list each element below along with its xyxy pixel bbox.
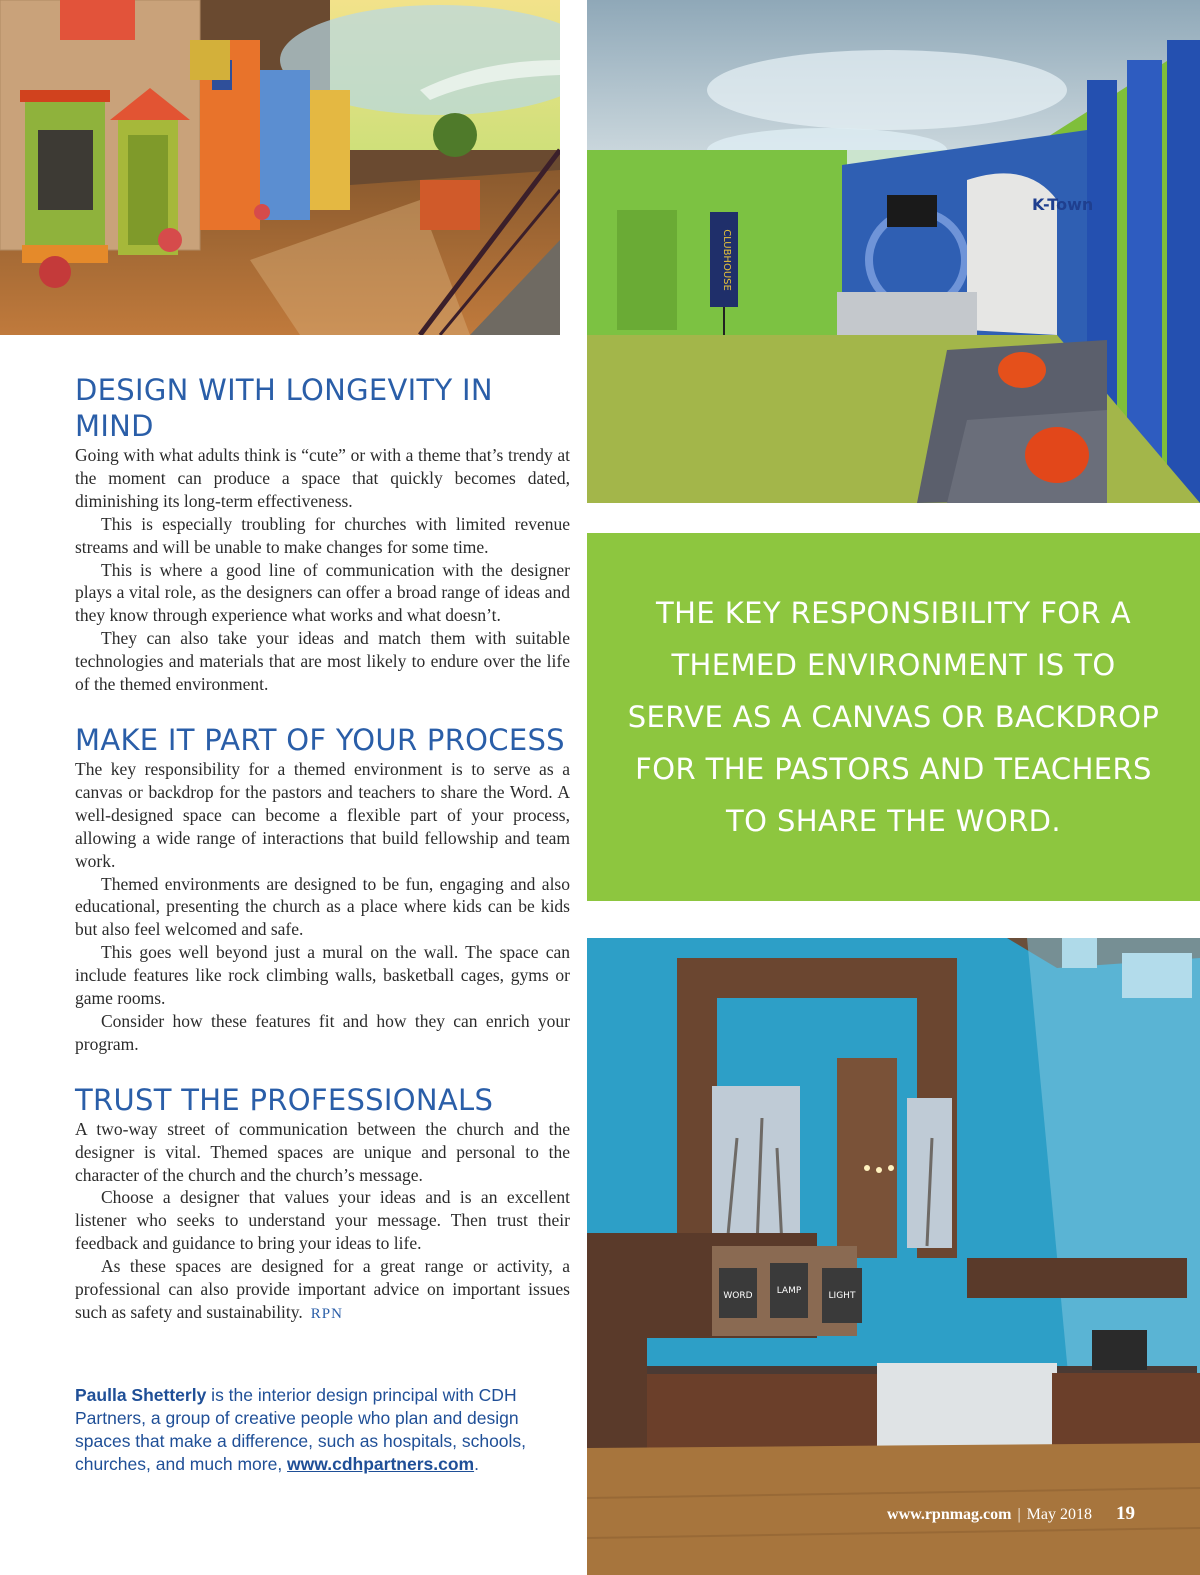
poster-word-text: WORD [723,1291,753,1301]
paragraph: This is especially troubling for churches with limited revenue streams and will be unable to make changes for some time. [75,513,570,557]
author-name: Paulla Shetterly [75,1385,207,1405]
paragraph: Consider how these features fit and how they can enrich your program. [75,1010,570,1054]
kids-town-street-photo [0,0,560,335]
paragraph: This goes well beyond just a mural on the wall. The space can include features like rock climbing walls, basketball cages, gyms or game rooms. [75,942,570,1009]
paragraph: The key responsibility for a themed environment is to serve as a canvas or backdrop for the pastors and teachers to share the Word. A well-designed space can become a flexible part of your process, allowing a wide range of interactions that build fellowship and team work. [75,758,570,871]
bio-end: . [474,1454,479,1474]
cdh-website-link[interactable]: www.cdhpartners.com [287,1454,475,1474]
section-heading: DESIGN WITH LONGEVITY IN MIND [75,373,493,443]
author-bio [75,1384,570,1476]
clubhouse-room-photo [587,0,1200,503]
last-paragraph [75,1255,570,1326]
paragraph: Themed environments are designed to be fun, engaging and also educational, presenting the church as a place where kids can be kids but also feel welcomed and safe. [75,873,570,940]
section-heading: MAKE IT PART OF YOUR PROCESS [75,722,565,757]
section-part-of-process [75,722,570,1056]
footer-website[interactable]: www.rpnmag.com [887,1506,1012,1523]
section-heading: TRUST THE PROFESSIONALS [75,1082,494,1117]
poster-lamp-text: LAMP [776,1286,802,1296]
cafe-room-photo [587,938,1200,1575]
paragraph: A two-way street of communication between the church and the designer is vital. Themed spaces are unique and personal to the character of the church and the church’s message. [75,1118,570,1185]
section-design-longevity [75,372,570,696]
rpn-end-mark: RPN [310,1306,343,1322]
paragraph-text: As these spaces are designed for a great range or activity, a professional can also provide important advice on important issues such as safety and sustainability. [75,1256,570,1322]
paragraph: They can also take your ideas and match them with suitable technologies and materials that are most likely to endure over the life of the themed environment. [75,628,570,695]
paragraph: This is where a good line of communication with the designer plays a vital role, as the designers can offer a broad range of ideas and they know through experience what works and what doesn’t. [75,559,570,626]
poster-light-text: LIGHT [828,1291,856,1301]
article-column [75,372,570,1326]
clubhouse-banner-text: CLUBHOUSE [721,229,732,291]
k-town-sign-text: K-Town [1032,195,1094,214]
section-trust-professionals [75,1082,570,1326]
footer-issue: May 2018 [1026,1506,1092,1523]
pull-quote-text: THE KEY RESPONSIBILITY FOR A THEMED ENVIRONMENT IS TO SERVE AS A CANVAS OR BACKDROP FOR THE PASTORS AND TEACHERS TO SHARE THE WORD. [627,596,1160,838]
footer-separator: | [1017,1506,1021,1523]
page-footer [887,1503,1135,1525]
page-number: 19 [1116,1503,1135,1524]
pull-quote-box [587,533,1200,901]
paragraph: Going with what adults think is “cute” or with a theme that’s trendy at the moment can produce a space that quickly becomes dated, diminishing its long-term effectiveness. [75,445,570,511]
bio-text: is the interior design principal with CDH Partners, a group of creative people who plan and design spaces that make a difference, such as hospitals, schools, churches, and much more, [75,1385,527,1474]
paragraph: Choose a designer that values your ideas and is an excellent listener who seeks to understand your message. Then trust their feedback and guidance to bring your ideas to life. [75,1187,570,1254]
